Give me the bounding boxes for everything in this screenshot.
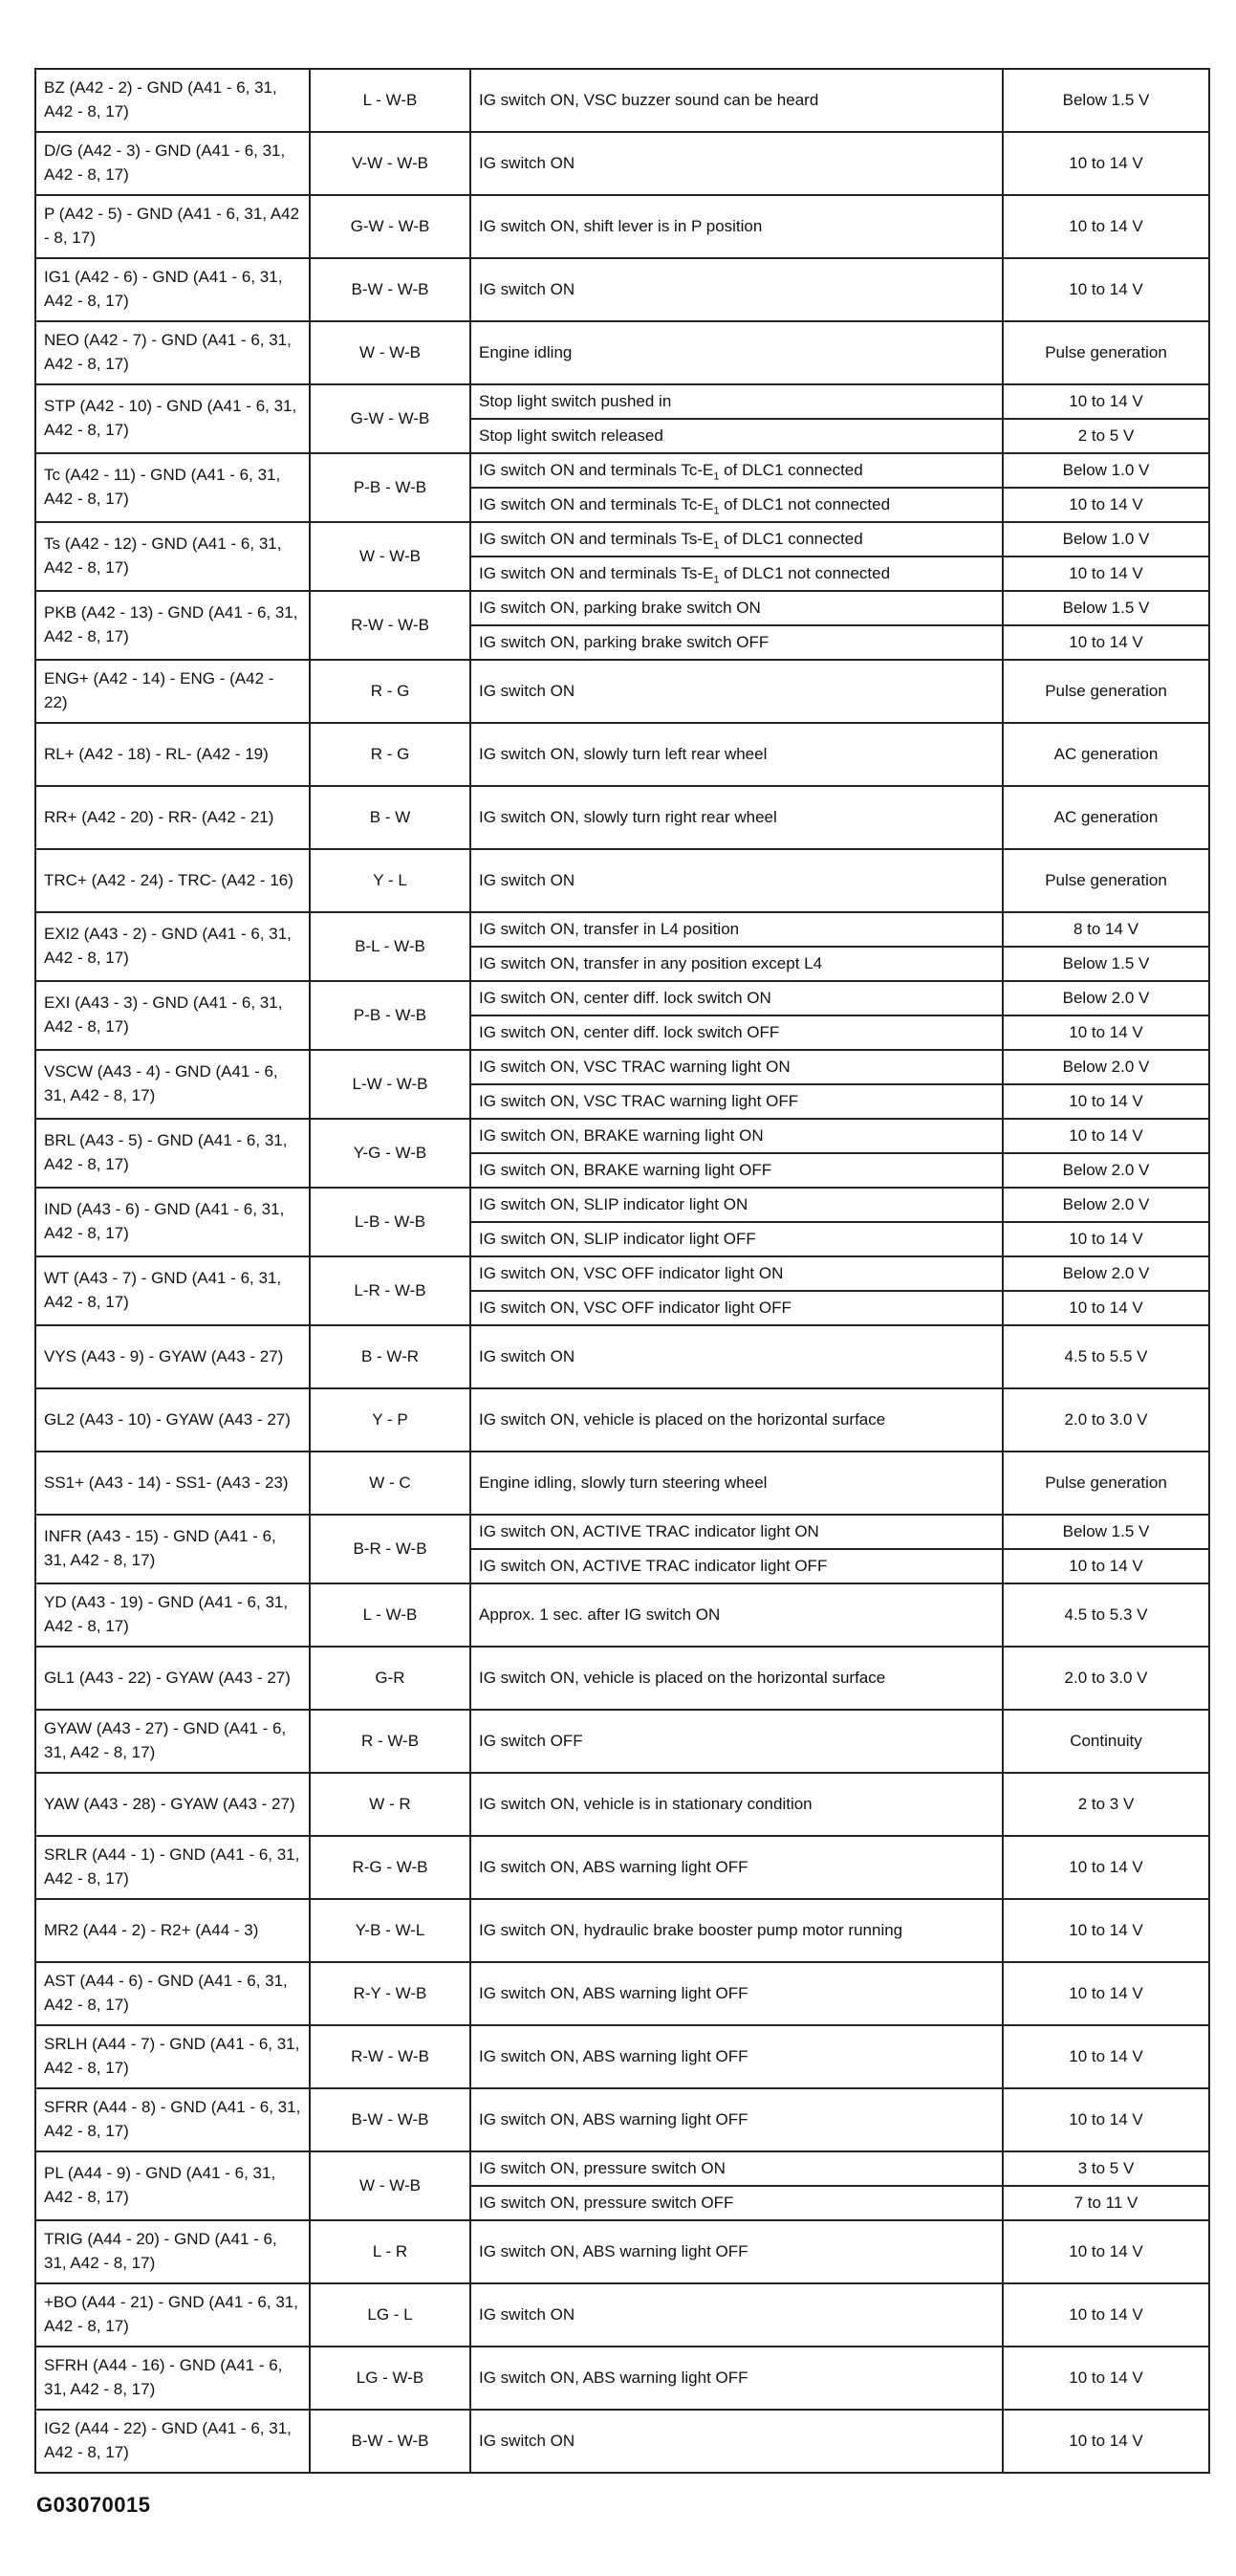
condition-cell: IG switch ON, vehicle is placed on the horizontal surface [470, 1647, 1003, 1710]
specified-condition-cell: 3 to 5 V [1003, 2151, 1209, 2186]
condition-cell: IG switch ON [470, 132, 1003, 195]
specified-condition-cell: 10 to 14 V [1003, 2220, 1209, 2283]
condition-cell: Stop light switch pushed in [470, 384, 1003, 419]
condition-cell: IG switch ON, ABS warning light OFF [470, 1836, 1003, 1899]
table-row [35, 591, 1209, 625]
terminal-cell: SRLH (A44 - 7) - GND (A41 - 6, 31, A42 - 8, 17) [35, 2025, 310, 2088]
table-row [35, 1647, 1209, 1710]
specified-condition-cell: Below 2.0 V [1003, 981, 1209, 1015]
wire-color-cell: G-W - W-B [310, 195, 470, 258]
wire-color-cell: G-R [310, 1647, 470, 1710]
terminal-cell: GL2 (A43 - 10) - GYAW (A43 - 27) [35, 1388, 310, 1452]
wire-color-cell: L - W-B [310, 1583, 470, 1647]
specified-condition-cell: 7 to 11 V [1003, 2186, 1209, 2220]
terminal-cell: RR+ (A42 - 20) - RR- (A42 - 21) [35, 786, 310, 849]
table-row [35, 786, 1209, 849]
table-body [35, 69, 1209, 2473]
table-row [35, 912, 1209, 947]
wire-color-cell: Y - L [310, 849, 470, 912]
table-row [35, 384, 1209, 419]
condition-cell: IG switch ON, VSC TRAC warning light OFF [470, 1084, 1003, 1119]
specified-condition-cell: 10 to 14 V [1003, 2283, 1209, 2347]
condition-cell: IG switch ON, hydraulic brake booster pump motor running [470, 1899, 1003, 1962]
condition-cell: IG switch ON, BRAKE warning light OFF [470, 1153, 1003, 1188]
condition-subscript: 1 [713, 574, 720, 586]
condition-cell: IG switch ON, slowly turn left rear wheel [470, 723, 1003, 786]
specified-condition-cell: AC generation [1003, 723, 1209, 786]
specified-condition-cell: Continuity [1003, 1710, 1209, 1773]
condition-cell: IG switch ON, vehicle is placed on the horizontal surface [470, 1388, 1003, 1452]
table-row [35, 132, 1209, 195]
condition-cell: IG switch ON, VSC OFF indicator light OFF [470, 1291, 1003, 1325]
terminal-cell: SRLR (A44 - 1) - GND (A41 - 6, 31, A42 - 8, 17) [35, 1836, 310, 1899]
condition-cell: IG switch ON, center diff. lock switch ON [470, 981, 1003, 1015]
condition-cell: IG switch ON, SLIP indicator light ON [470, 1188, 1003, 1222]
condition-cell [470, 453, 1003, 488]
terminal-cell: INFR (A43 - 15) - GND (A41 - 6, 31, A42 - 8, 17) [35, 1515, 310, 1583]
condition-cell: IG switch ON, pressure switch ON [470, 2151, 1003, 2186]
specified-condition-cell: 10 to 14 V [1003, 1962, 1209, 2025]
specified-condition-cell: Below 1.5 V [1003, 947, 1209, 981]
table-row [35, 321, 1209, 384]
terminal-cell: VSCW (A43 - 4) - GND (A41 - 6, 31, A42 - 8, 17) [35, 1050, 310, 1119]
table-row [35, 1710, 1209, 1773]
condition-cell: IG switch ON, BRAKE warning light ON [470, 1119, 1003, 1153]
condition-text: IG switch ON and terminals Ts-E [479, 563, 714, 582]
table-row [35, 723, 1209, 786]
table-row [35, 1388, 1209, 1452]
terminal-cell: TRIG (A44 - 20) - GND (A41 - 6, 31, A42 - 8, 17) [35, 2220, 310, 2283]
specified-condition-cell: Pulse generation [1003, 321, 1209, 384]
condition-cell: IG switch ON, slowly turn right rear wheel [470, 786, 1003, 849]
wire-color-cell: LG - W-B [310, 2347, 470, 2410]
wire-color-cell: Y-B - W-L [310, 1899, 470, 1962]
table-row [35, 2088, 1209, 2151]
specified-condition-cell: Below 2.0 V [1003, 1256, 1209, 1291]
specified-condition-cell: 10 to 14 V [1003, 2088, 1209, 2151]
specified-condition-cell: 10 to 14 V [1003, 1291, 1209, 1325]
specified-condition-cell: 10 to 14 V [1003, 1084, 1209, 1119]
specified-condition-cell: Below 2.0 V [1003, 1050, 1209, 1084]
condition-cell: IG switch ON, ACTIVE TRAC indicator light OFF [470, 1549, 1003, 1583]
specified-condition-cell: Below 1.5 V [1003, 1515, 1209, 1549]
table-row [35, 2220, 1209, 2283]
terminal-cell: SS1+ (A43 - 14) - SS1- (A43 - 23) [35, 1452, 310, 1515]
terminal-cell: RL+ (A42 - 18) - RL- (A42 - 19) [35, 723, 310, 786]
terminal-cell: P (A42 - 5) - GND (A41 - 6, 31, A42 - 8, 17) [35, 195, 310, 258]
terminal-cell: YD (A43 - 19) - GND (A41 - 6, 31, A42 - 8, 17) [35, 1583, 310, 1647]
condition-cell: IG switch ON, center diff. lock switch OFF [470, 1015, 1003, 1050]
condition-cell [470, 522, 1003, 557]
condition-cell: IG switch ON [470, 2410, 1003, 2473]
table-row [35, 522, 1209, 557]
condition-cell: IG switch ON [470, 2283, 1003, 2347]
terminal-cell: IG2 (A44 - 22) - GND (A41 - 6, 31, A42 - 8, 17) [35, 2410, 310, 2473]
specified-condition-cell: 10 to 14 V [1003, 1836, 1209, 1899]
condition-cell: IG switch ON, ABS warning light OFF [470, 1962, 1003, 2025]
specified-condition-cell: Pulse generation [1003, 849, 1209, 912]
specified-condition-cell: 10 to 14 V [1003, 384, 1209, 419]
condition-cell: IG switch ON, transfer in L4 position [470, 912, 1003, 947]
condition-cell [470, 557, 1003, 591]
table-row [35, 1962, 1209, 2025]
condition-cell: IG switch ON, ACTIVE TRAC indicator light ON [470, 1515, 1003, 1549]
table-row [35, 453, 1209, 488]
wire-color-cell: R-W - W-B [310, 591, 470, 660]
table-row [35, 849, 1209, 912]
condition-cell: IG switch ON [470, 660, 1003, 723]
wire-color-cell: W - C [310, 1452, 470, 1515]
wire-color-cell: R - W-B [310, 1710, 470, 1773]
table-row [35, 2025, 1209, 2088]
specified-condition-cell: Below 1.5 V [1003, 69, 1209, 132]
condition-cell: IG switch ON, transfer in any position except L4 [470, 947, 1003, 981]
specified-condition-cell: 10 to 14 V [1003, 557, 1209, 591]
condition-cell: IG switch ON, vehicle is in stationary condition [470, 1773, 1003, 1836]
terminal-cell: IG1 (A42 - 6) - GND (A41 - 6, 31, A42 - 8, 17) [35, 258, 310, 321]
specified-condition-cell: 2 to 3 V [1003, 1773, 1209, 1836]
condition-cell: IG switch ON, VSC OFF indicator light ON [470, 1256, 1003, 1291]
terminal-cell: WT (A43 - 7) - GND (A41 - 6, 31, A42 - 8, 17) [35, 1256, 310, 1325]
condition-cell: Approx. 1 sec. after IG switch ON [470, 1583, 1003, 1647]
condition-text: IG switch ON and terminals Tc-E [479, 460, 714, 479]
wire-color-cell: W - W-B [310, 2151, 470, 2220]
terminal-cell: YAW (A43 - 28) - GYAW (A43 - 27) [35, 1773, 310, 1836]
table-row [35, 1583, 1209, 1647]
wire-color-cell: P-B - W-B [310, 981, 470, 1050]
wire-color-cell: Y-G - W-B [310, 1119, 470, 1188]
terminal-cell: IND (A43 - 6) - GND (A41 - 6, 31, A42 - 8, 17) [35, 1188, 310, 1256]
condition-cell: IG switch OFF [470, 1710, 1003, 1773]
condition-cell: IG switch ON [470, 1325, 1003, 1388]
condition-subscript: 1 [713, 505, 720, 517]
condition-subscript: 1 [713, 539, 720, 552]
table-row [35, 1325, 1209, 1388]
specified-condition-cell: Below 2.0 V [1003, 1153, 1209, 1188]
wire-color-cell: L-R - W-B [310, 1256, 470, 1325]
table-row [35, 1050, 1209, 1084]
specified-condition-cell: 10 to 14 V [1003, 195, 1209, 258]
specified-condition-cell: 4.5 to 5.3 V [1003, 1583, 1209, 1647]
wire-color-cell: B-W - W-B [310, 2088, 470, 2151]
figure-id: G03070015 [36, 2493, 151, 2517]
specified-condition-cell: 10 to 14 V [1003, 1222, 1209, 1256]
condition-cell: IG switch ON, SLIP indicator light OFF [470, 1222, 1003, 1256]
table-row [35, 1515, 1209, 1549]
wire-color-cell: R-Y - W-B [310, 1962, 470, 2025]
specified-condition-cell: Below 1.0 V [1003, 453, 1209, 488]
condition-text-tail: of DLC1 not connected [719, 494, 891, 513]
specified-condition-cell: 10 to 14 V [1003, 625, 1209, 660]
wire-color-cell: L-W - W-B [310, 1050, 470, 1119]
table-row [35, 195, 1209, 258]
condition-text: IG switch ON and terminals Tc-E [479, 494, 714, 513]
table-row [35, 2347, 1209, 2410]
specified-condition-cell: 2 to 5 V [1003, 419, 1209, 453]
terminal-cell: ENG+ (A42 - 14) - ENG - (A42 - 22) [35, 660, 310, 723]
condition-cell: IG switch ON [470, 849, 1003, 912]
specified-condition-cell: 10 to 14 V [1003, 1119, 1209, 1153]
terminal-cell: PL (A44 - 9) - GND (A41 - 6, 31, A42 - 8, 17) [35, 2151, 310, 2220]
specified-condition-cell: 10 to 14 V [1003, 1549, 1209, 1583]
terminal-cell: SFRR (A44 - 8) - GND (A41 - 6, 31, A42 - 8, 17) [35, 2088, 310, 2151]
specified-condition-cell: AC generation [1003, 786, 1209, 849]
condition-cell: IG switch ON, ABS warning light OFF [470, 2347, 1003, 2410]
condition-cell: IG switch ON, ABS warning light OFF [470, 2025, 1003, 2088]
condition-cell: IG switch ON, ABS warning light OFF [470, 2088, 1003, 2151]
wire-color-cell: B - W [310, 786, 470, 849]
terminal-cell: STP (A42 - 10) - GND (A41 - 6, 31, A42 - 8, 17) [35, 384, 310, 453]
wire-color-cell: Y - P [310, 1388, 470, 1452]
table-row [35, 1899, 1209, 1962]
wire-color-cell: B-W - W-B [310, 258, 470, 321]
table-row [35, 2283, 1209, 2347]
terminal-cell: BRL (A43 - 5) - GND (A41 - 6, 31, A42 - 8, 17) [35, 1119, 310, 1188]
specified-condition-cell: 8 to 14 V [1003, 912, 1209, 947]
wire-color-cell: L - W-B [310, 69, 470, 132]
wire-color-cell: L - R [310, 2220, 470, 2283]
terminal-cell: Tc (A42 - 11) - GND (A41 - 6, 31, A42 - 8, 17) [35, 453, 310, 522]
specified-condition-cell: Below 1.0 V [1003, 522, 1209, 557]
condition-cell: IG switch ON, parking brake switch ON [470, 591, 1003, 625]
specified-condition-cell: 10 to 14 V [1003, 2025, 1209, 2088]
terminal-cell: BZ (A42 - 2) - GND (A41 - 6, 31, A42 - 8, 17) [35, 69, 310, 132]
condition-cell: Engine idling [470, 321, 1003, 384]
condition-cell [470, 488, 1003, 522]
condition-cell: IG switch ON, ABS warning light OFF [470, 2220, 1003, 2283]
specified-condition-cell: Below 2.0 V [1003, 1188, 1209, 1222]
wire-color-cell: G-W - W-B [310, 384, 470, 453]
terminal-cell: Ts (A42 - 12) - GND (A41 - 6, 31, A42 - 8, 17) [35, 522, 310, 591]
specified-condition-cell: 10 to 14 V [1003, 2347, 1209, 2410]
specified-condition-cell: 4.5 to 5.5 V [1003, 1325, 1209, 1388]
condition-subscript: 1 [713, 470, 720, 483]
condition-text: IG switch ON and terminals Ts-E [479, 529, 714, 548]
wire-color-cell: R - G [310, 723, 470, 786]
condition-cell: IG switch ON, shift lever is in P position [470, 195, 1003, 258]
specified-condition-cell: 2.0 to 3.0 V [1003, 1388, 1209, 1452]
specified-condition-cell: 10 to 14 V [1003, 258, 1209, 321]
terminal-cell: EXI (A43 - 3) - GND (A41 - 6, 31, A42 - 8, 17) [35, 981, 310, 1050]
wire-color-cell: B-W - W-B [310, 2410, 470, 2473]
condition-cell: IG switch ON, pressure switch OFF [470, 2186, 1003, 2220]
terminal-cell: +BO (A44 - 21) - GND (A41 - 6, 31, A42 - 8, 17) [35, 2283, 310, 2347]
terminal-cell: VYS (A43 - 9) - GYAW (A43 - 27) [35, 1325, 310, 1388]
table-row [35, 660, 1209, 723]
condition-cell: IG switch ON [470, 258, 1003, 321]
specified-condition-cell: 10 to 14 V [1003, 1015, 1209, 1050]
terminal-cell: TRC+ (A42 - 24) - TRC- (A42 - 16) [35, 849, 310, 912]
specified-condition-cell: 10 to 14 V [1003, 488, 1209, 522]
wire-color-cell: W - W-B [310, 522, 470, 591]
table-row [35, 258, 1209, 321]
specified-condition-cell: Pulse generation [1003, 1452, 1209, 1515]
condition-cell: Stop light switch released [470, 419, 1003, 453]
terminal-cell: EXI2 (A43 - 2) - GND (A41 - 6, 31, A42 - 8, 17) [35, 912, 310, 981]
terminal-cell: GL1 (A43 - 22) - GYAW (A43 - 27) [35, 1647, 310, 1710]
condition-cell: IG switch ON, VSC buzzer sound can be heard [470, 69, 1003, 132]
wire-color-cell: R-G - W-B [310, 1836, 470, 1899]
specified-condition-cell: 2.0 to 3.0 V [1003, 1647, 1209, 1710]
wire-color-cell: R - G [310, 660, 470, 723]
specified-condition-cell: 10 to 14 V [1003, 132, 1209, 195]
terminal-cell: NEO (A42 - 7) - GND (A41 - 6, 31, A42 - 8, 17) [35, 321, 310, 384]
condition-text-tail: of DLC1 connected [719, 529, 863, 548]
wire-color-cell: R-W - W-B [310, 2025, 470, 2088]
wire-color-cell: W - W-B [310, 321, 470, 384]
wire-color-cell: V-W - W-B [310, 132, 470, 195]
table-row [35, 981, 1209, 1015]
wire-color-cell: B - W-R [310, 1325, 470, 1388]
table-row [35, 2151, 1209, 2186]
terminal-cell: D/G (A42 - 3) - GND (A41 - 6, 31, A42 - 8, 17) [35, 132, 310, 195]
table-row [35, 1256, 1209, 1291]
wire-color-cell: B-R - W-B [310, 1515, 470, 1583]
table-row [35, 1119, 1209, 1153]
terminal-cell: GYAW (A43 - 27) - GND (A41 - 6, 31, A42 - 8, 17) [35, 1710, 310, 1773]
condition-text-tail: of DLC1 not connected [719, 563, 891, 582]
wire-color-cell: P-B - W-B [310, 453, 470, 522]
wire-color-cell: L-B - W-B [310, 1188, 470, 1256]
wire-color-cell: W - R [310, 1773, 470, 1836]
terminal-cell: MR2 (A44 - 2) - R2+ (A44 - 3) [35, 1899, 310, 1962]
specified-condition-cell: 10 to 14 V [1003, 1899, 1209, 1962]
condition-cell: IG switch ON, VSC TRAC warning light ON [470, 1050, 1003, 1084]
terminal-cell: SFRH (A44 - 16) - GND (A41 - 6, 31, A42 - 8, 17) [35, 2347, 310, 2410]
table-row [35, 1836, 1209, 1899]
specified-condition-cell: Pulse generation [1003, 660, 1209, 723]
table-row [35, 1452, 1209, 1515]
terminal-cell: PKB (A42 - 13) - GND (A41 - 6, 31, A42 - 8, 17) [35, 591, 310, 660]
terminal-cell: AST (A44 - 6) - GND (A41 - 6, 31, A42 - 8, 17) [35, 1962, 310, 2025]
wire-color-cell: B-L - W-B [310, 912, 470, 981]
specified-condition-cell: 10 to 14 V [1003, 2410, 1209, 2473]
table-row [35, 1773, 1209, 1836]
terminal-voltage-table [34, 68, 1210, 2474]
table-row [35, 69, 1209, 132]
condition-cell: IG switch ON, parking brake switch OFF [470, 625, 1003, 660]
specified-condition-cell: Below 1.5 V [1003, 591, 1209, 625]
condition-cell: Engine idling, slowly turn steering wheel [470, 1452, 1003, 1515]
wire-color-cell: LG - L [310, 2283, 470, 2347]
table-row [35, 2410, 1209, 2473]
table-row [35, 1188, 1209, 1222]
condition-text-tail: of DLC1 connected [719, 460, 863, 479]
